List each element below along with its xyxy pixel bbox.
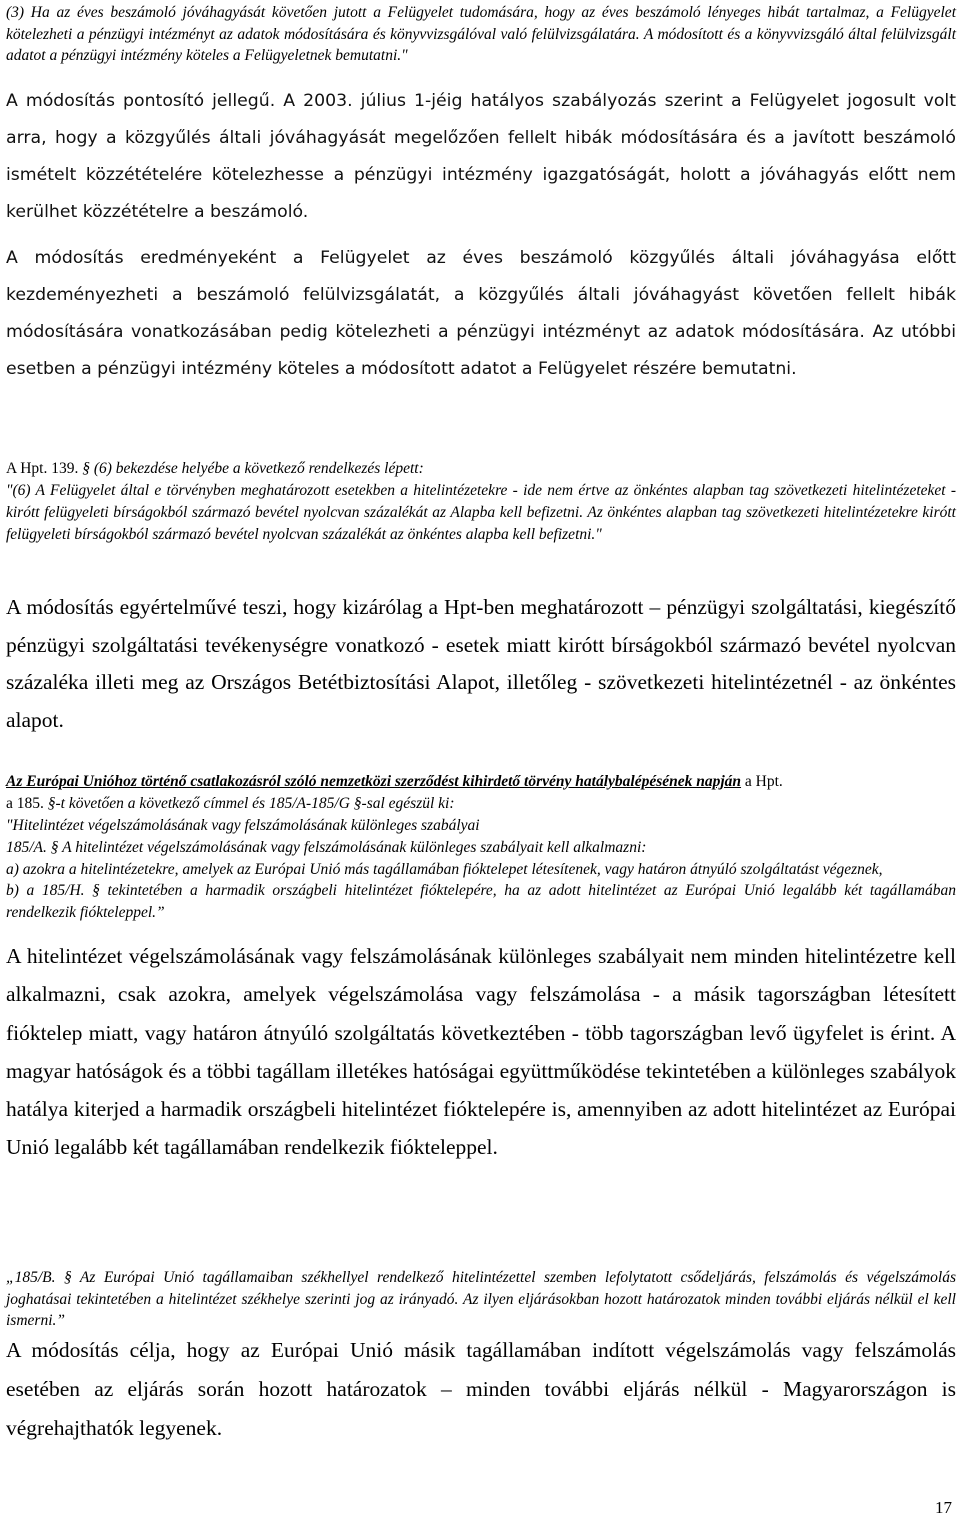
hpt-139-block: [6, 458, 956, 546]
eu-line-185: [6, 793, 956, 815]
hpt-139-heading: [6, 458, 956, 480]
eu-heading-tail: a Hpt.: [741, 773, 783, 790]
eu-title: "Hitelintézet végelszámolásának vagy felszámolásának különleges szabályai: [6, 817, 480, 834]
paragraph-special-rules: A hitelintézet végelszámolásának vagy felszámolásának különleges szabályait nem minden hitelintézetre kell alkalmazni, csak azokra, amelyek végelszámolása vagy felszámolása - a másik tagországban létesített fióktelep miatt, vagy határon átnyúló szolgáltatás következtében - több tagországban levő ügyfelet is érint. A magyar hatóságok és a többi tagállam illetékes hatóságai együttműködése tekintetében a különleges szabályok hatálya kiterjed a harmadik országbeli hitelintézet fióktelepére is, amennyiben az adott hitelintézet az Európai Unió legalább két tagállamában rendelkezik fiókteleppel.: [6, 944, 956, 1160]
paragraph-amendment-clarifying: A módosítás pontosító jellegű. A 2003. július 1-jéig hatályos szabályozás szerint a Felügyelet jogosult volt arra, hogy a közgyűlés általi jóváhagyását megelőzően fellelt hibák módosítására és a javított beszámoló ismételt közzétételére kötelezhesse a pénzügyi intézmény igazgatóságát, holott a jóváhagyás előtt nem kerülhet közzétételre a beszámoló.: [6, 91, 956, 222]
section-185b-quote: „185/B. § Az Európai Unió tagállamaiban székhellyel rendelkező hitelintézettel szemben lefolytatott csődeljárás, felszámolás és végelszámolás joghatásai tekintetében a hitelintézet székhelye szerinti jog az irányadó. Az ilyen eljárásokban hozott határozatok minden további eljárás nélkül el kell ismerni.”: [6, 1269, 956, 1329]
eu-heading: Az Európai Unióhoz történő csatlakozásról szóló nemzetközi szerződést kihirdető törvény hatálybalépésének napján: [6, 773, 742, 790]
eu-185-lead: §-t követően a következő címmel és 185/A-185/G §-sal egészül ki:: [43, 795, 455, 812]
page-number: 17: [935, 1498, 952, 1517]
hpt-139-lead: § (6) bekezdése helyébe a következő rendelkezés lépett:: [78, 460, 424, 477]
eu-item-b: b) a 185/H. § tekintetében a harmadik országbeli hitelintézet fióktelepére, ha az adott hitelintézet az Európai Unió legalább két tagállamában rendelkezik fiókteleppel.”: [6, 882, 956, 921]
paragraph-amendment-result: A módosítás eredményeként a Felügyelet az éves beszámoló közgyűlés általi jóváhagyása előtt kezdeményezheti a beszámoló felülvizsgálatát, a közgyűlés általi jóváhagyást követően fellelt hibák módosítására vonatkozásában pedig kötelezheti a pénzügyi intézményt az adatok módosítására. Az utóbbi esetben a pénzügyi intézmény köteles a módosított adatot a Felügyelet részére bemutatni.: [6, 248, 956, 379]
top-quoted-provision: (3) Ha az éves beszámoló jóváhagyását követően jutott a Felügyelet tudomására, hogy az éves beszámoló lényeges hibát tartalmaz, a Felügyelet kötelezheti a pénzügyi intézményt az adatok módosítására és könyvvizsgálóval való felülvizsgálatára. A módosított és a könyvvizsgáló által felülvizsgált adatot a pénzügyi intézmény köteles a Felügyeletnek bemutatni.": [6, 4, 956, 64]
eu-heading-line: [6, 771, 956, 793]
eu-185a-ref: 185/A.: [6, 838, 47, 856]
eu-accession-block: [6, 771, 956, 923]
eu-185-ref: a 185.: [6, 795, 44, 812]
eu-185a-line: [6, 837, 956, 859]
paragraph-fines-revenue: A módosítás egyértelművé teszi, hogy kizárólag a Hpt-ben meghatározott – pénzügyi szolgáltatási, kiegészítő pénzügyi szolgáltatási tevékenységre vonatkozó - esetek miatt kirótt bírságokból származó bevétel nyolcvan százaléka illeti meg az Országos Betétbiztosítási Alapot, illetőleg - szövetkezeti hitelintézetnél - az önkéntes alapot.: [6, 595, 956, 732]
eu-item-a: a) azokra a hitelintézetekre, amelyek az Európai Unió más tagállamában fióktelepet létesítenek, vagy határon átnyúló szolgáltatást végeznek,: [6, 860, 883, 878]
eu-185a-text: § A hitelintézet végelszámolásának vagy felszámolásának különleges szabályait kell alkalmazni:: [46, 838, 647, 856]
hpt-139-ref: A Hpt. 139.: [6, 460, 79, 477]
hpt-139-text: "(6) A Felügyelet által e törvényben meghatározott esetekben a hitelintézetekre - ide nem értve az önkéntes alapban tag szövetkezeti hitelintézeteket - kirótt felügyeleti bírságokból származó bevétel nyolcvan százalékát az Alapba kell befizetni. Az önkéntes alapban tag szövetkezeti hitelintézetekre kirótt felügyeleti bírságokból származó bevétel nyolcvan százalékát az önkéntes alapba kell befizetni.": [6, 482, 956, 543]
paragraph-amendment-goal: A módosítás célja, hogy az Európai Unió másik tagállamában indított végelszámolás vagy felszámolás esetében az eljárás során hozott határozatok – minden további eljárás nélkül - Magyarországon is végrehajthatók legyenek.: [6, 1338, 956, 1440]
